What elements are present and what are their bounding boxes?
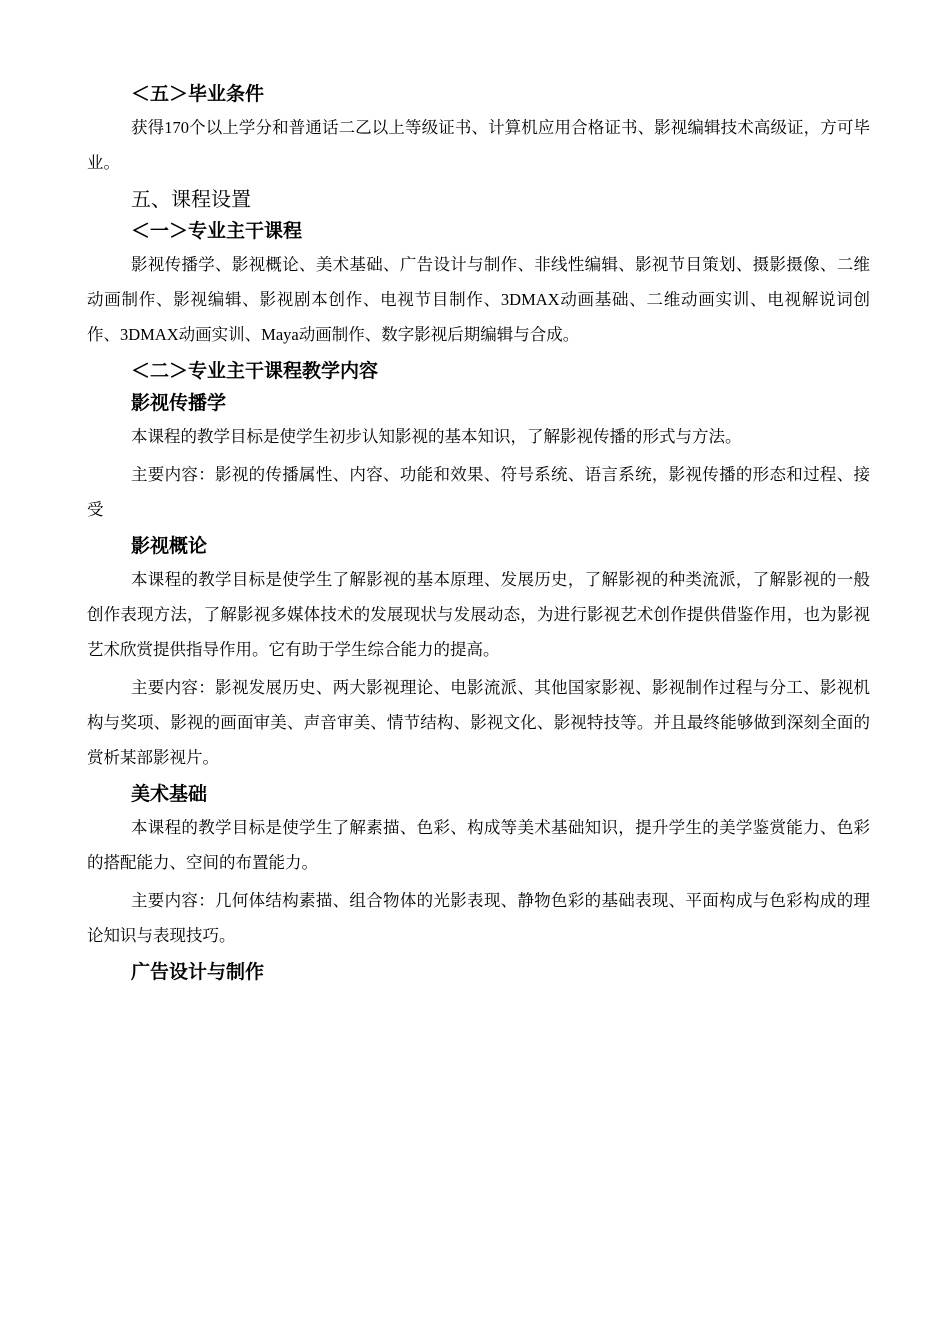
paragraph-graduation-conditions: 获得170个以上学分和普通话二乙以上等级证书、计算机应用合格证书、影视编辑技术高级证，方可毕业。 [87, 118, 870, 172]
paragraph-film-intro-goal: 本课程的教学目标是使学生了解影视的基本原理、发展历史，了解影视的种类流派，了解影视的一般创作表现方法，了解影视多媒体技术的发展现状与发展动态，为进行影视艺术创作提供借鉴作用，也为影视艺术欣赏提供指导作用。它有助于学生综合能力的提高。 [87, 570, 870, 659]
paragraph-film-communication-goal: 本课程的教学目标是使学生初步认知影视的基本知识，了解影视传播的形式与方法。 [131, 427, 742, 446]
document-body [87, 78, 870, 988]
heading-graduation-conditions: ＜五＞毕业条件 [131, 83, 265, 105]
paragraph-film-communication-content: 主要内容：影视的传播属性、内容、功能和效果、符号系统、语言系统，影视传播的形态和过程、接受 [87, 465, 870, 519]
heading-advertising: 广告设计与制作 [131, 961, 265, 983]
paragraph-art-basics-goal: 本课程的教学目标是使学生了解素描、色彩、构成等美术基础知识，提升学生的美学鉴赏能力、色彩的搭配能力、空间的布置能力。 [87, 818, 870, 872]
paragraph-film-intro-content: 主要内容：影视发展历史、两大影视理论、电影流派、其他国家影视、影视制作过程与分工、影视机构与奖项、影视的画面审美、声音审美、情节结构、影视文化、影视特技等。并且最终能够做到深刻全面的赏析某部影视片。 [87, 678, 870, 767]
heading-curriculum: 五、课程设置 [131, 187, 251, 211]
heading-film-intro: 影视概论 [131, 535, 208, 557]
heading-core-courses: ＜一＞专业主干课程 [131, 220, 303, 242]
paragraph-art-basics-content: 主要内容：几何体结构素描、组合物体的光影表现、静物色彩的基础表现、平面构成与色彩构成的理论知识与表现技巧。 [87, 891, 870, 945]
heading-art-basics: 美术基础 [131, 783, 208, 805]
heading-film-communication: 影视传播学 [131, 392, 227, 414]
paragraph-core-courses: 影视传播学、影视概论、美术基础、广告设计与制作、非线性编辑、影视节目策划、摄影摄像、二维动画制作、影视编辑、影视剧本创作、电视节目制作、3DMAX动画基础、二维动画实训、电视解说词创作、3DMAX动画实训、Maya动画制作、数字影视后期编辑与合成。 [87, 255, 870, 344]
heading-core-course-content: ＜二＞专业主干课程教学内容 [131, 360, 379, 382]
